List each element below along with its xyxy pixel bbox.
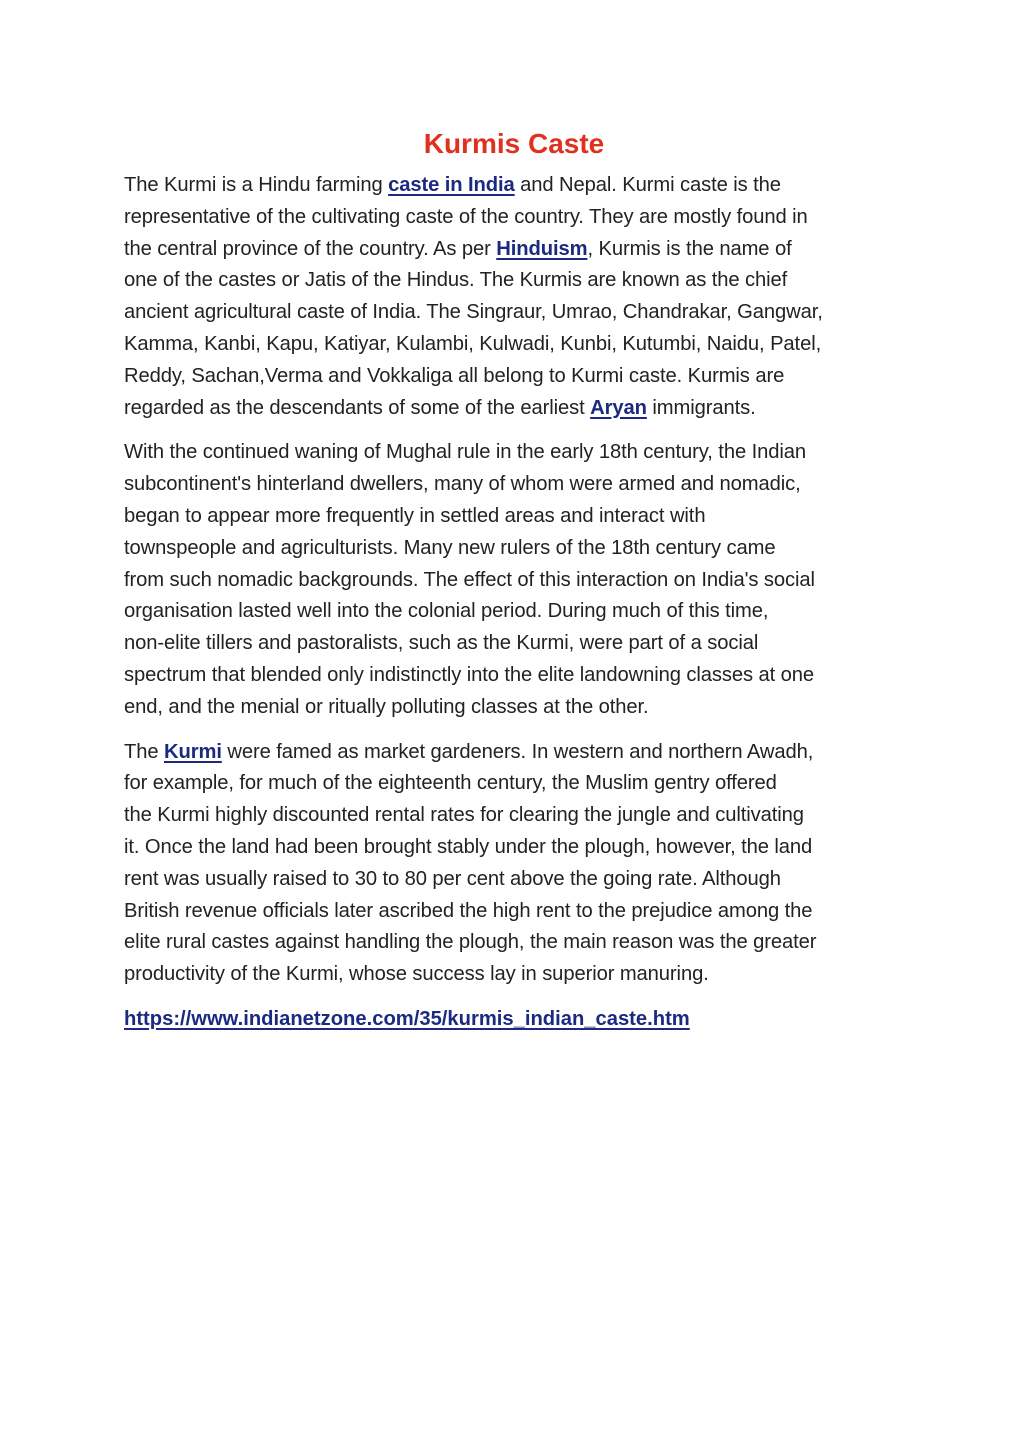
text-line: representative of the cultivating caste of the country. They are mostly found in xyxy=(124,205,808,228)
source-url-link[interactable]: https://www.indianetzone.com/35/kurmis_indian_caste.htm xyxy=(124,1007,690,1030)
text-line: ancient agricultural caste of India. The Singraur, Umrao, Chandrakar, Gangwar, xyxy=(124,301,823,324)
source-line xyxy=(124,1004,904,1034)
text-line: townspeople and agriculturists. Many new rulers of the 18th century came xyxy=(124,536,776,559)
text-line: non-elite tillers and pastoralists, such as the Kurmi, were part of a social xyxy=(124,632,759,655)
text-line: productivity of the Kurmi, whose success lay in superior manuring. xyxy=(124,963,709,986)
text-line: one of the castes or Jatis of the Hindus. The Kurmis are known as the chief xyxy=(124,269,788,292)
text-line: Reddy, Sachan,Verma and Vokkaliga all belong to Kurmi caste. Kurmis are xyxy=(124,364,785,387)
text-line: began to appear more frequently in settled areas and interact with xyxy=(124,504,706,527)
link-hinduism[interactable]: Hinduism xyxy=(496,237,588,260)
text-span: regarded as the descendants of some of the earliest xyxy=(124,396,591,419)
text-line xyxy=(124,737,904,769)
text-line: it. Once the land had been brought stably under the plough, however, the land xyxy=(124,835,813,858)
paragraph-intro xyxy=(124,170,904,424)
text-line: British revenue officials later ascribed the high rent to the prejudice among the xyxy=(124,899,813,922)
document-page xyxy=(124,124,904,1034)
text-span: the central province of the country. As per xyxy=(124,237,497,260)
text-span: , Kurmis is the name of xyxy=(587,237,792,260)
text-line: With the continued waning of Mughal rule in the early 18th century, the Indian xyxy=(124,441,806,464)
text-span: The xyxy=(124,740,164,763)
text-line: spectrum that blended only indistinctly into the elite landowning classes at one xyxy=(124,663,815,686)
link-kurmi[interactable]: Kurmi xyxy=(164,740,222,763)
link-caste-in-india[interactable]: caste in India xyxy=(388,174,515,196)
text-line: for example, for much of the eighteenth century, the Muslim gentry offered xyxy=(124,772,777,795)
text-span: immigrants. xyxy=(646,396,756,419)
page-title: Kurmis Caste xyxy=(423,128,605,159)
text-line xyxy=(124,170,904,202)
text-line xyxy=(124,234,904,266)
text-line: rent was usually raised to 30 to 80 per cent above the going rate. Although xyxy=(124,867,781,890)
text-line: subcontinent's hinterland dwellers, many of whom were armed and nomadic, xyxy=(124,473,801,496)
text-span: were famed as market gardeners. In western and northern Awadh, xyxy=(221,740,814,763)
text-line: the Kurmi highly discounted rental rates for clearing the jungle and cultivating xyxy=(124,804,804,827)
text-line: end, and the menial or ritually polluting classes at the other. xyxy=(124,695,649,718)
paragraph-mughal xyxy=(124,437,904,723)
link-aryan[interactable]: Aryan xyxy=(590,396,647,419)
text-span: The Kurmi is a Hindu farming xyxy=(124,174,389,196)
text-span: and Nepal. Kurmi caste is the xyxy=(514,174,781,196)
text-line: from such nomadic backgrounds. The effect of this interaction on India's social xyxy=(124,568,815,591)
text-line xyxy=(124,393,904,425)
text-line: elite rural castes against handling the plough, the main reason was the greater xyxy=(124,931,817,954)
paragraph-market-gardeners xyxy=(124,737,904,991)
text-line: organisation lasted well into the colonial period. During much of this time, xyxy=(124,600,769,623)
text-line: Kamma, Kanbi, Kapu, Katiyar, Kulambi, Kulwadi, Kunbi, Kutumbi, Naidu, Patel, xyxy=(124,332,822,355)
